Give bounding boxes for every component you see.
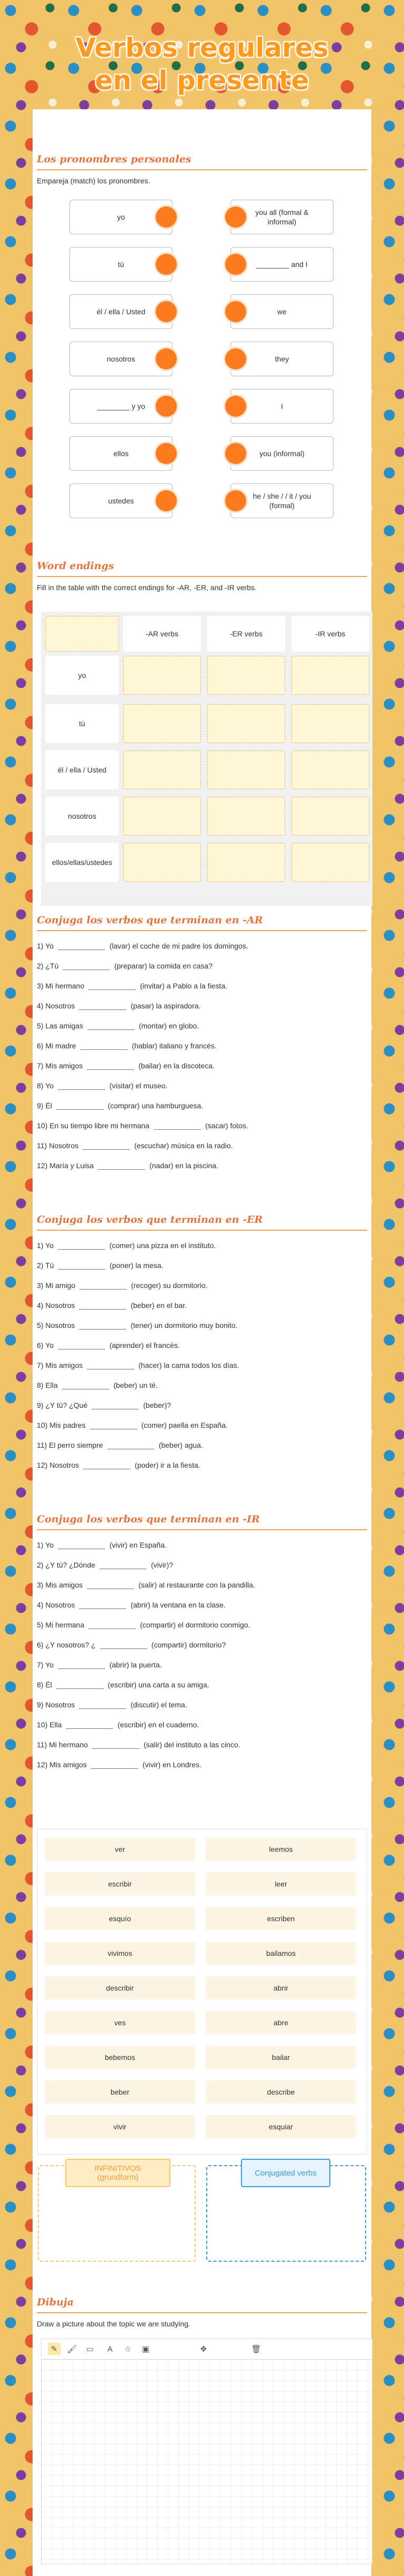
section-heading: Conjuga los verbos que terminan en -IR: [37, 1513, 367, 1530]
sentence-start: 9) Él: [37, 1101, 52, 1110]
column-header: -ER verbs: [207, 616, 285, 652]
section-heading: Conjuga los verbos que terminan en -AR: [37, 914, 367, 931]
pronoun-right[interactable]: we: [230, 294, 334, 329]
sentence-end: (visitar) el museo.: [109, 1081, 168, 1090]
sentence: [37, 942, 248, 950]
sentence-end: (sacar) fotos.: [205, 1121, 248, 1130]
sentence: [37, 1022, 199, 1030]
answer-blank[interactable]: [92, 1742, 139, 1749]
sentence-end: (salir) al restaurante con la pandilla.: [138, 1581, 255, 1589]
section-heading: Los pronombres personales: [37, 153, 367, 170]
match-dot-left[interactable]: [156, 254, 177, 275]
answer-blank[interactable]: [58, 1242, 105, 1250]
sentence-end: (abrir) la puerta.: [109, 1661, 162, 1669]
word-card[interactable]: ves: [45, 2011, 195, 2034]
sentence: [37, 982, 227, 990]
sentence-start: 4) Nosotros: [37, 1002, 75, 1010]
word-card[interactable]: abrir: [206, 1976, 356, 2000]
row-header: tú: [45, 704, 119, 743]
answer-blank[interactable]: [87, 1063, 134, 1070]
ending-drop-zone[interactable]: [207, 750, 285, 789]
sentence-end: (poner) la mesa.: [109, 1261, 164, 1270]
sentence: [37, 1101, 203, 1110]
answer-blank[interactable]: [79, 1602, 126, 1609]
sentence-end: (comprar) una hamburguesa.: [107, 1101, 204, 1110]
ending-drop-zone[interactable]: [291, 750, 369, 789]
section-sorting: [37, 1829, 367, 2291]
sentence-start: 7) Yo: [37, 1661, 54, 1669]
section-heading: Conjuga los verbos que terminan en -ER: [37, 1214, 367, 1231]
sentence-start: 9) ¿Y tú? ¿Qué: [37, 1401, 88, 1409]
sentence-start: 4) Nosotros: [37, 1301, 75, 1310]
pronoun-right[interactable]: you (informal): [230, 436, 334, 471]
answer-blank[interactable]: [58, 1542, 105, 1549]
section-instructions: Draw a picture about the topic we are studying.: [37, 2320, 190, 2328]
sentence: [37, 1421, 228, 1429]
sentence-start: 12) María y Luisa: [37, 1161, 94, 1170]
word-card[interactable]: leemos: [206, 1838, 356, 1861]
category-label: Conjugated verbs: [241, 2159, 330, 2187]
word-card[interactable]: describir: [45, 1976, 195, 2000]
page-title: Verbos regulares en el presente: [75, 33, 329, 96]
match-dot-right[interactable]: [225, 490, 246, 511]
category-conjugated[interactable]: [206, 2165, 366, 2262]
sentence: [37, 1701, 187, 1709]
sentence-end: (comer) paella en España.: [141, 1421, 228, 1429]
answer-blank[interactable]: [88, 983, 136, 990]
sentence: [37, 1341, 180, 1349]
section-ar-verbs: [37, 914, 367, 1177]
sentence-start: 8) Yo: [37, 1081, 54, 1090]
answer-blank[interactable]: [87, 1023, 135, 1030]
match-dot-right[interactable]: [225, 207, 246, 228]
answer-blank[interactable]: [79, 1282, 127, 1290]
sentence: [37, 1002, 200, 1010]
answer-blank[interactable]: [79, 1322, 126, 1330]
sentence-end: (beber)?: [143, 1401, 171, 1409]
sentence: [37, 1141, 233, 1150]
sentence-end: (invitar) a Pablo a la fiesta.: [140, 982, 228, 990]
section-pronouns: [37, 153, 367, 574]
sentence-end: (aprender) el francés.: [109, 1341, 180, 1349]
sentence: [37, 1281, 208, 1290]
answer-blank[interactable]: [62, 1382, 109, 1389]
sentence: [37, 1081, 167, 1090]
drawing-canvas[interactable]: [41, 2359, 372, 2564]
answer-blank[interactable]: [87, 1362, 134, 1369]
section-heading: Dibuja: [37, 2296, 367, 2313]
sentence-end: (comer) una pizza en el instituto.: [109, 1241, 216, 1250]
ending-drop-zone[interactable]: [123, 704, 201, 743]
pronoun-right[interactable]: you all (formal & informal): [230, 200, 334, 234]
sentence-start: 1) Yo: [37, 1241, 54, 1250]
sentence-start: 10) En su tiempo libre mi hermana: [37, 1121, 149, 1130]
sentence-start: 4) Nosotros: [37, 1601, 75, 1609]
sentence: [37, 1381, 158, 1389]
sentence: [37, 1740, 240, 1749]
sentence: [37, 1301, 187, 1310]
answer-blank[interactable]: [66, 1722, 113, 1729]
column-header: -AR verbs: [123, 616, 201, 652]
sentence-start: 7) Mis amigos: [37, 1062, 83, 1070]
sentence-start: 5) Nosotros: [37, 1321, 75, 1330]
answer-blank[interactable]: [107, 1442, 155, 1449]
sentence-end: (escribir) una carta a su amiga.: [107, 1681, 209, 1689]
row-header: yo: [45, 656, 119, 695]
answer-blank[interactable]: [154, 1122, 201, 1130]
sentence-start: 8) Ella: [37, 1381, 58, 1389]
answer-blank[interactable]: [58, 1342, 105, 1349]
sentence-end: (beber) un té.: [113, 1381, 158, 1389]
answer-blank[interactable]: [58, 943, 105, 950]
match-dot-left[interactable]: [156, 348, 177, 369]
sentence-end: (pasar) la aspiradora.: [130, 1002, 201, 1010]
sentence-start: 8) Él: [37, 1681, 52, 1689]
sentence-start: 3) Mi amigo: [37, 1281, 76, 1290]
drop-zone-header[interactable]: [45, 616, 119, 652]
ending-drop-zone[interactable]: [123, 656, 201, 695]
sentence: [37, 1760, 201, 1769]
pronoun-left[interactable]: yo: [69, 200, 173, 234]
answer-blank[interactable]: [58, 1083, 105, 1090]
pronoun-left[interactable]: tú: [69, 247, 173, 282]
section-ir-verbs: [37, 1513, 367, 1776]
pencil-icon[interactable]: ✎: [48, 2343, 60, 2355]
endings-table: [41, 612, 372, 906]
sentence-end: (beber) agua.: [158, 1441, 203, 1449]
sentence-start: 7) Mis amigos: [37, 1361, 83, 1369]
answer-blank[interactable]: [90, 1422, 137, 1429]
sentence: [37, 1601, 226, 1609]
ending-drop-zone[interactable]: [291, 843, 369, 882]
sentence-start: 2) Tú: [37, 1261, 54, 1270]
row-header: él / ella / Usted: [45, 750, 119, 789]
sentence: [37, 1541, 167, 1549]
text-icon[interactable]: A: [107, 2344, 113, 2354]
match-dot-right[interactable]: [225, 254, 246, 275]
answer-blank[interactable]: [83, 1462, 130, 1469]
image-icon[interactable]: ▣: [142, 2345, 150, 2354]
sentence-end: (bailar) en la discoteca.: [138, 1062, 215, 1070]
word-card[interactable]: bailar: [206, 2046, 356, 2069]
pronoun-right[interactable]: I: [230, 389, 334, 424]
sentence-end: (poder) ir a la fiesta.: [135, 1461, 200, 1469]
row-header: ellos/ellas/ustedes: [45, 843, 119, 882]
answer-blank[interactable]: [87, 1582, 134, 1589]
column-header: -IR verbs: [291, 616, 369, 652]
ending-drop-zone[interactable]: [207, 704, 285, 743]
ending-drop-zone[interactable]: [123, 750, 201, 789]
answer-blank[interactable]: [99, 1562, 147, 1569]
sentence: [37, 1401, 171, 1409]
sentence-start: 9) Nosotros: [37, 1701, 75, 1709]
sentence-start: 11) El perro siempre: [37, 1441, 103, 1449]
word-card[interactable]: escriben: [206, 1907, 356, 1930]
word-card[interactable]: escribir: [45, 1872, 195, 1895]
sentence: [37, 1361, 239, 1369]
pronoun-left[interactable]: ustedes: [69, 483, 173, 518]
trash-icon[interactable]: 🗑: [251, 2345, 261, 2354]
pronoun-right[interactable]: ________ and I: [230, 247, 334, 282]
word-card[interactable]: esquiar: [206, 2115, 356, 2138]
sentence-start: 12) Mis amigos: [37, 1760, 87, 1769]
section-er-verbs: [37, 1214, 367, 1477]
section-heading: Word endings: [37, 560, 367, 577]
sentence-end: (vivir)?: [151, 1561, 174, 1569]
sentence-start: 11) Mi hermano: [37, 1740, 88, 1749]
sentence-start: 10) Ella: [37, 1720, 62, 1729]
category-infinitivos[interactable]: [38, 2165, 196, 2262]
sentence-start: 2) ¿Tú: [37, 962, 59, 970]
answer-blank[interactable]: [79, 1003, 126, 1010]
section-instructions: Fill in the table with the correct endings for -AR, -ER, and -IR verbs.: [37, 583, 257, 592]
sentence-end: (vivir) en España.: [109, 1541, 167, 1549]
match-dot-right[interactable]: [225, 301, 246, 322]
sentence: [37, 1261, 163, 1270]
sentence-end: (abrir) la ventana en la clase.: [130, 1601, 226, 1609]
answer-blank[interactable]: [79, 1302, 126, 1310]
answer-blank[interactable]: [56, 1102, 104, 1110]
match-dot-left[interactable]: [156, 301, 177, 322]
sentence-end: (lavar) el coche de mi padre los domingos.: [109, 942, 248, 950]
sentence: [37, 1121, 248, 1130]
sentence-end: (beber) en el bar.: [130, 1301, 187, 1310]
pronoun-left[interactable]: él / ella / Usted: [69, 294, 173, 329]
match-dot-left[interactable]: [156, 443, 177, 464]
match-dot-left[interactable]: [156, 490, 177, 511]
ending-drop-zone[interactable]: [207, 797, 285, 836]
sentence-end: (hacer) la cama todos los días.: [138, 1361, 239, 1369]
sentence: [37, 1681, 209, 1689]
pronoun-left[interactable]: ellos: [69, 436, 173, 471]
sentence-start: 3) Mis amigos: [37, 1581, 83, 1589]
sentence-end: (vivir) en Londres.: [142, 1760, 201, 1769]
word-card[interactable]: beber: [45, 2080, 195, 2104]
sentence: [37, 1321, 237, 1330]
category-label: INFINITIVOS (grundform): [65, 2159, 170, 2187]
ending-drop-zone[interactable]: [123, 797, 201, 836]
word-card[interactable]: describe: [206, 2080, 356, 2104]
sentence-start: 12) Nosotros: [37, 1461, 79, 1469]
sentence-end: (preparar) la comida en casa?: [114, 962, 213, 970]
eraser-icon[interactable]: ▭: [86, 2345, 94, 2354]
sentence-start: 1) Yo: [37, 1541, 54, 1549]
pronoun-left[interactable]: ________ y yo: [69, 389, 173, 424]
answer-blank[interactable]: [91, 1761, 138, 1769]
ending-drop-zone[interactable]: [207, 843, 285, 882]
sentence-start: 1) Yo: [37, 942, 54, 950]
answer-blank[interactable]: [100, 1642, 147, 1649]
sentence: [37, 1461, 200, 1469]
sentence: [37, 1042, 217, 1050]
answer-blank[interactable]: [80, 1043, 128, 1050]
answer-blank[interactable]: [63, 963, 110, 970]
sentence: [37, 1062, 215, 1070]
match-dot-right[interactable]: [225, 443, 246, 464]
drawing-toolbar: [41, 2338, 372, 2359]
sentence-start: 6) Yo: [37, 1341, 54, 1349]
match-dot-right[interactable]: [225, 348, 246, 369]
row-header: nosotros: [45, 797, 119, 836]
section-drawing: [37, 2296, 367, 2570]
pronoun-right[interactable]: they: [230, 342, 334, 376]
sentence-start: 5) Las amigas: [37, 1022, 83, 1030]
match-dot-right[interactable]: [225, 396, 246, 417]
sentence-end: (escuchar) música en la radio.: [134, 1141, 233, 1150]
sentence-end: (nadar) en la piscina.: [149, 1161, 218, 1170]
word-card[interactable]: bailamos: [206, 1942, 356, 1965]
sentence-start: 2) ¿Y tú? ¿Dónde: [37, 1561, 96, 1569]
sentence-end: (montar) en globo.: [138, 1022, 199, 1030]
move-icon[interactable]: ✥: [200, 2345, 207, 2354]
sentence: [37, 1621, 250, 1629]
sentence-start: 5) Mi hermana: [37, 1621, 85, 1629]
answer-blank[interactable]: [56, 1682, 104, 1689]
sentence: [37, 1561, 173, 1569]
word-card[interactable]: bebemos: [45, 2046, 195, 2069]
sentence-end: (compartir) el dormitorio conmigo.: [140, 1621, 250, 1629]
sentence-end: (salir) del instituto a las cinco.: [144, 1740, 240, 1749]
word-card[interactable]: vivir: [45, 2115, 195, 2138]
sentence: [37, 962, 213, 970]
sentence-end: (compartir) dormitorio?: [151, 1641, 226, 1649]
sentence-start: 3) Mi hermano: [37, 982, 85, 990]
word-card[interactable]: esquío: [45, 1907, 195, 1930]
sentence: [37, 1641, 226, 1649]
ending-drop-zone[interactable]: [207, 656, 285, 695]
sentence: [37, 1161, 218, 1170]
sentence-end: (discutir) el tema.: [130, 1701, 187, 1709]
sentence-end: (recoger) su dormitorio.: [131, 1281, 208, 1290]
section-instructions: Empareja (match) los pronombres.: [37, 177, 150, 185]
word-card[interactable]: ver: [45, 1838, 195, 1861]
answer-blank[interactable]: [58, 1262, 105, 1270]
ending-drop-zone[interactable]: [291, 797, 369, 836]
sentence-end: (escribir) en el cuaderno.: [117, 1720, 199, 1729]
pronoun-right[interactable]: he / she / / it / you (formal): [230, 483, 334, 518]
sentence-start: 11) Nosotros: [37, 1141, 79, 1150]
match-dot-left[interactable]: [156, 396, 177, 417]
answer-blank[interactable]: [58, 1662, 105, 1669]
pronoun-left[interactable]: nosotros: [69, 342, 173, 376]
sentence-start: 6) Mi madre: [37, 1042, 76, 1050]
sentence-start: 10) Mis padres: [37, 1421, 86, 1429]
sentence-start: 6) ¿Y nosotros? ¿: [37, 1641, 96, 1649]
word-card[interactable]: leer: [206, 1872, 356, 1895]
sentence: [37, 1241, 216, 1250]
word-card[interactable]: abre: [206, 2011, 356, 2034]
answer-blank[interactable]: [83, 1142, 130, 1150]
sentence: [37, 1581, 255, 1589]
answer-blank[interactable]: [79, 1702, 126, 1709]
ending-drop-zone[interactable]: [291, 656, 369, 695]
word-card[interactable]: vivimos: [45, 1942, 195, 1965]
match-dot-left[interactable]: [156, 207, 177, 228]
ending-drop-zone[interactable]: [291, 704, 369, 743]
sentence-end: (tener) un dormitorio muy bonito.: [130, 1321, 238, 1330]
sentence: [37, 1720, 199, 1729]
sentence-end: (hablar) italiano y francés.: [132, 1042, 217, 1050]
word-bank: [37, 1829, 367, 2155]
answer-blank[interactable]: [98, 1162, 145, 1170]
answer-blank[interactable]: [92, 1402, 139, 1409]
sentence: [37, 1441, 203, 1449]
star-icon[interactable]: ☆: [124, 2345, 132, 2354]
brush-icon[interactable]: 🖌: [67, 2345, 77, 2354]
ending-drop-zone[interactable]: [123, 843, 201, 882]
section-word-endings: [37, 560, 367, 928]
sentence: [37, 1661, 162, 1669]
answer-blank[interactable]: [88, 1622, 136, 1629]
